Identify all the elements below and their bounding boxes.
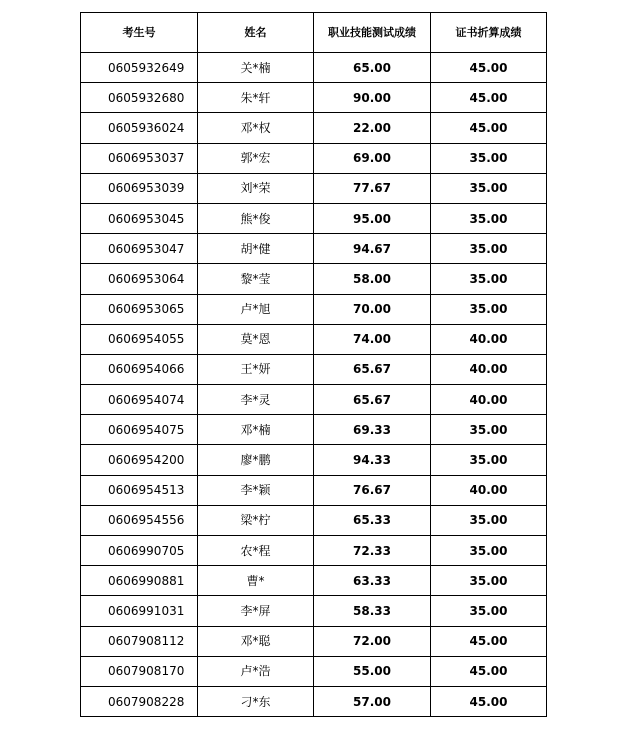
cell-skill-test-score: 55.00 <box>314 656 431 686</box>
cell-name: 卢*浩 <box>198 656 314 686</box>
cell-skill-test-score: 72.00 <box>314 626 431 656</box>
table-row <box>81 53 547 83</box>
cell-name: 邓*权 <box>198 113 314 143</box>
cell-candidate-id: 0606954075 <box>81 415 198 445</box>
cell-skill-test-score: 65.67 <box>314 354 431 384</box>
cell-certificate-score: 45.00 <box>431 53 547 83</box>
cell-candidate-id: 0607908170 <box>81 656 198 686</box>
cell-name: 郭*宏 <box>198 143 314 173</box>
cell-name: 邓*楠 <box>198 415 314 445</box>
cell-certificate-score: 35.00 <box>431 505 547 535</box>
cell-skill-test-score: 58.33 <box>314 596 431 626</box>
cell-certificate-score: 35.00 <box>431 566 547 596</box>
table-row <box>81 264 547 294</box>
table-row <box>81 445 547 475</box>
header-row <box>81 13 547 53</box>
cell-certificate-score: 35.00 <box>431 536 547 566</box>
cell-skill-test-score: 95.00 <box>314 203 431 233</box>
table-row <box>81 415 547 445</box>
table-row <box>81 354 547 384</box>
cell-name: 李*颖 <box>198 475 314 505</box>
table-row <box>81 626 547 656</box>
table-row <box>81 203 547 233</box>
cell-name: 王*妍 <box>198 354 314 384</box>
cell-skill-test-score: 94.33 <box>314 445 431 475</box>
table-body <box>81 53 547 717</box>
cell-candidate-id: 0606953039 <box>81 173 198 203</box>
cell-candidate-id: 0607908112 <box>81 626 198 656</box>
cell-skill-test-score: 74.00 <box>314 324 431 354</box>
cell-name: 黎*莹 <box>198 264 314 294</box>
table-row <box>81 173 547 203</box>
cell-name: 刁*东 <box>198 686 314 716</box>
cell-candidate-id: 0606954556 <box>81 505 198 535</box>
cell-candidate-id: 0606990881 <box>81 566 198 596</box>
table-row <box>81 566 547 596</box>
cell-certificate-score: 35.00 <box>431 234 547 264</box>
cell-name: 卢*旭 <box>198 294 314 324</box>
cell-candidate-id: 0606954513 <box>81 475 198 505</box>
cell-certificate-score: 40.00 <box>431 354 547 384</box>
cell-certificate-score: 45.00 <box>431 113 547 143</box>
cell-skill-test-score: 94.67 <box>314 234 431 264</box>
cell-skill-test-score: 90.00 <box>314 83 431 113</box>
cell-skill-test-score: 70.00 <box>314 294 431 324</box>
cell-skill-test-score: 69.33 <box>314 415 431 445</box>
cell-skill-test-score: 77.67 <box>314 173 431 203</box>
cell-candidate-id: 0606953045 <box>81 203 198 233</box>
cell-candidate-id: 0605932649 <box>81 53 198 83</box>
cell-candidate-id: 0606953065 <box>81 294 198 324</box>
cell-name: 胡*健 <box>198 234 314 264</box>
cell-certificate-score: 40.00 <box>431 324 547 354</box>
header-certificate-score: 证书折算成绩 <box>431 13 547 53</box>
cell-name: 农*程 <box>198 536 314 566</box>
cell-name: 莫*恩 <box>198 324 314 354</box>
table-row <box>81 385 547 415</box>
cell-candidate-id: 0606954066 <box>81 354 198 384</box>
cell-candidate-id: 0607908228 <box>81 686 198 716</box>
cell-name: 梁*柠 <box>198 505 314 535</box>
header-name: 姓名 <box>198 13 314 53</box>
cell-certificate-score: 45.00 <box>431 656 547 686</box>
cell-skill-test-score: 22.00 <box>314 113 431 143</box>
cell-certificate-score: 45.00 <box>431 83 547 113</box>
cell-skill-test-score: 58.00 <box>314 264 431 294</box>
cell-certificate-score: 35.00 <box>431 415 547 445</box>
cell-candidate-id: 0606991031 <box>81 596 198 626</box>
cell-candidate-id: 0605932680 <box>81 83 198 113</box>
table-row <box>81 686 547 716</box>
cell-name: 朱*轩 <box>198 83 314 113</box>
cell-certificate-score: 45.00 <box>431 626 547 656</box>
table-row <box>81 475 547 505</box>
cell-candidate-id: 0606953064 <box>81 264 198 294</box>
table-row <box>81 83 547 113</box>
table-header <box>81 13 547 53</box>
cell-candidate-id: 0605936024 <box>81 113 198 143</box>
table-row <box>81 294 547 324</box>
cell-certificate-score: 35.00 <box>431 203 547 233</box>
cell-candidate-id: 0606953037 <box>81 143 198 173</box>
cell-skill-test-score: 65.33 <box>314 505 431 535</box>
header-candidate-id: 考生号 <box>81 13 198 53</box>
cell-candidate-id: 0606953047 <box>81 234 198 264</box>
cell-certificate-score: 35.00 <box>431 445 547 475</box>
cell-skill-test-score: 76.67 <box>314 475 431 505</box>
table-row <box>81 143 547 173</box>
cell-certificate-score: 35.00 <box>431 264 547 294</box>
table-row <box>81 324 547 354</box>
cell-name: 李*屏 <box>198 596 314 626</box>
cell-name: 廖*鹏 <box>198 445 314 475</box>
cell-candidate-id: 0606954074 <box>81 385 198 415</box>
cell-candidate-id: 0606990705 <box>81 536 198 566</box>
cell-name: 曹* <box>198 566 314 596</box>
cell-certificate-score: 35.00 <box>431 143 547 173</box>
cell-candidate-id: 0606954055 <box>81 324 198 354</box>
table-row <box>81 536 547 566</box>
cell-name: 刘*荣 <box>198 173 314 203</box>
cell-skill-test-score: 65.00 <box>314 53 431 83</box>
cell-name: 熊*俊 <box>198 203 314 233</box>
cell-certificate-score: 40.00 <box>431 385 547 415</box>
table-row <box>81 656 547 686</box>
cell-name: 李*灵 <box>198 385 314 415</box>
cell-certificate-score: 35.00 <box>431 294 547 324</box>
cell-skill-test-score: 69.00 <box>314 143 431 173</box>
table-row <box>81 113 547 143</box>
score-table-container <box>80 12 546 717</box>
cell-skill-test-score: 65.67 <box>314 385 431 415</box>
cell-skill-test-score: 63.33 <box>314 566 431 596</box>
cell-name: 关*楠 <box>198 53 314 83</box>
cell-certificate-score: 35.00 <box>431 173 547 203</box>
table-row <box>81 596 547 626</box>
score-table <box>80 12 547 717</box>
table-row <box>81 505 547 535</box>
cell-candidate-id: 0606954200 <box>81 445 198 475</box>
header-skill-test-score: 职业技能测试成绩 <box>314 13 431 53</box>
cell-certificate-score: 45.00 <box>431 686 547 716</box>
cell-certificate-score: 40.00 <box>431 475 547 505</box>
table-row <box>81 234 547 264</box>
cell-skill-test-score: 57.00 <box>314 686 431 716</box>
cell-name: 邓*聪 <box>198 626 314 656</box>
cell-certificate-score: 35.00 <box>431 596 547 626</box>
cell-skill-test-score: 72.33 <box>314 536 431 566</box>
